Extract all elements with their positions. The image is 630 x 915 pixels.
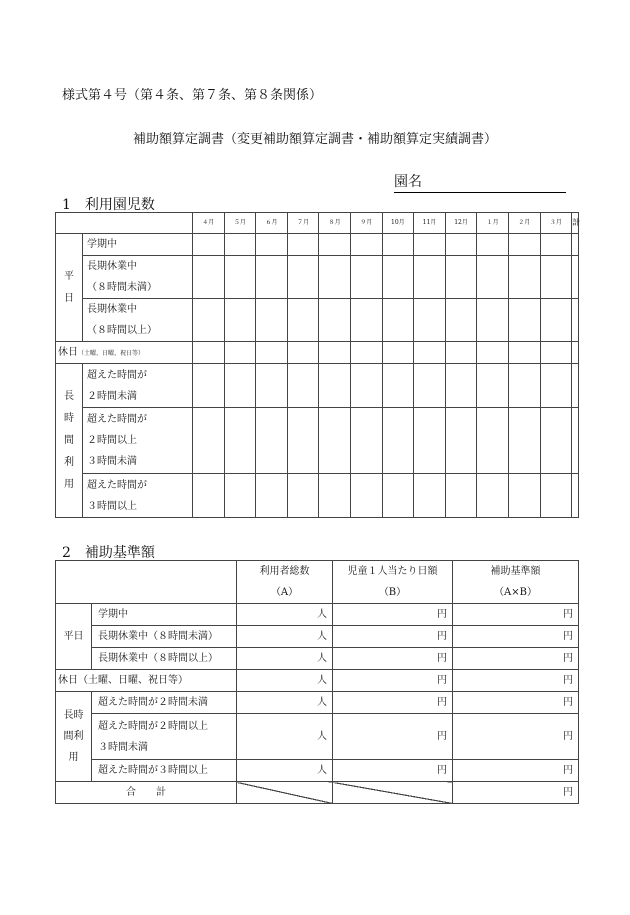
input-cell[interactable] xyxy=(414,256,446,299)
input-cell[interactable] xyxy=(572,364,579,408)
input-cell[interactable] xyxy=(477,474,509,518)
section2-title: 2 補助基準額 xyxy=(62,545,155,561)
input-cell[interactable] xyxy=(287,342,319,364)
input-cell[interactable] xyxy=(477,408,509,474)
input-cell[interactable] xyxy=(540,234,572,256)
input-cell[interactable] xyxy=(193,256,225,299)
input-cell[interactable] xyxy=(477,299,509,342)
input-cell[interactable] xyxy=(319,474,351,518)
persons-cell[interactable]: 人 xyxy=(237,604,333,626)
persons-cell[interactable]: 人 xyxy=(237,692,333,714)
yen-cell[interactable]: 円 xyxy=(453,670,579,692)
input-cell[interactable] xyxy=(508,342,540,364)
input-cell[interactable] xyxy=(540,299,572,342)
input-cell[interactable] xyxy=(445,234,477,256)
input-cell[interactable] xyxy=(256,474,288,518)
persons-cell[interactable]: 人 xyxy=(237,760,333,782)
input-cell[interactable] xyxy=(508,234,540,256)
input-cell[interactable] xyxy=(193,364,225,408)
yen-cell[interactable]: 円 xyxy=(333,626,453,648)
row-label-long-break-over8: 長期休業中（８時間以上） xyxy=(92,648,237,670)
month-header: 12月 xyxy=(445,213,477,234)
row-label-2to3h: 超えた時間が ２時間以上 ３時間未満 xyxy=(83,408,193,474)
row-label-term: 学期中 xyxy=(83,234,193,256)
enrollment-table xyxy=(55,212,579,518)
input-cell[interactable] xyxy=(414,408,446,474)
input-cell[interactable] xyxy=(508,256,540,299)
row-label-holiday: 休日（土曜、日曜、祝日等） xyxy=(56,670,237,692)
month-header: ６月 xyxy=(256,213,288,234)
total-row-label: 合 計 xyxy=(56,782,237,804)
month-header: ８月 xyxy=(319,213,351,234)
row-label-long-break-under8: 長期休業中 （８時間未満） xyxy=(83,256,193,299)
yen-cell[interactable]: 円 xyxy=(453,626,579,648)
persons-cell[interactable]: 人 xyxy=(237,626,333,648)
input-cell[interactable] xyxy=(477,256,509,299)
input-cell[interactable] xyxy=(319,342,351,364)
input-cell[interactable] xyxy=(224,234,256,256)
input-cell[interactable] xyxy=(382,342,414,364)
month-header: ７月 xyxy=(287,213,319,234)
document-title: 補助額算定調書（変更補助額算定調書・補助額算定実績調書） xyxy=(132,132,497,147)
input-cell[interactable] xyxy=(572,234,579,256)
month-header: ４月 xyxy=(193,213,225,234)
input-cell[interactable] xyxy=(414,299,446,342)
yen-cell[interactable]: 円 xyxy=(453,760,579,782)
input-cell[interactable] xyxy=(445,299,477,342)
subsidy-standard-table xyxy=(55,560,579,804)
input-cell[interactable] xyxy=(540,474,572,518)
kindergarten-name-field[interactable]: 園名 xyxy=(394,171,566,193)
input-cell[interactable] xyxy=(508,299,540,342)
month-header: 11月 xyxy=(414,213,446,234)
diagonal-blank-cell xyxy=(333,782,453,804)
input-cell[interactable] xyxy=(287,408,319,474)
input-cell[interactable] xyxy=(350,234,382,256)
input-cell[interactable] xyxy=(224,256,256,299)
input-cell[interactable] xyxy=(224,364,256,408)
holiday-label: 休日 xyxy=(58,346,78,358)
input-cell[interactable] xyxy=(319,364,351,408)
input-cell[interactable] xyxy=(572,256,579,299)
input-cell[interactable] xyxy=(193,408,225,474)
input-cell[interactable] xyxy=(350,299,382,342)
input-cell[interactable] xyxy=(508,474,540,518)
input-cell[interactable] xyxy=(256,234,288,256)
input-cell[interactable] xyxy=(193,234,225,256)
input-cell[interactable] xyxy=(540,256,572,299)
month-header: ３月 xyxy=(540,213,572,234)
input-cell[interactable] xyxy=(540,364,572,408)
input-cell[interactable] xyxy=(414,342,446,364)
input-cell[interactable] xyxy=(256,256,288,299)
yen-cell[interactable]: 円 xyxy=(333,670,453,692)
row-label-term: 学期中 xyxy=(92,604,237,626)
input-cell[interactable] xyxy=(414,234,446,256)
input-cell[interactable] xyxy=(193,474,225,518)
total-header: 計 xyxy=(572,213,579,234)
input-cell[interactable] xyxy=(224,342,256,364)
holiday-note: （土曜、日曜、祝日等） xyxy=(78,349,145,357)
long-hours-group-label: 長 時 間 利 用 xyxy=(56,364,83,518)
input-cell[interactable] xyxy=(382,364,414,408)
input-cell[interactable] xyxy=(319,299,351,342)
month-header: 10月 xyxy=(382,213,414,234)
weekday-group-label: 平 日 xyxy=(56,234,83,342)
diagonal-blank-cell xyxy=(237,782,333,804)
input-cell[interactable] xyxy=(477,234,509,256)
input-cell[interactable] xyxy=(193,342,225,364)
input-cell[interactable] xyxy=(287,299,319,342)
row-label-2to3h: 超えた時間が２時間以上 ３時間未満 xyxy=(92,714,237,760)
section1-title: 1 利用園児数 xyxy=(62,197,155,213)
input-cell[interactable] xyxy=(287,234,319,256)
input-cell[interactable] xyxy=(224,408,256,474)
input-cell[interactable] xyxy=(445,364,477,408)
input-cell[interactable] xyxy=(414,474,446,518)
input-cell[interactable] xyxy=(445,408,477,474)
input-cell[interactable] xyxy=(572,408,579,474)
input-cell[interactable] xyxy=(508,364,540,408)
input-cell[interactable] xyxy=(445,256,477,299)
yen-cell[interactable]: 円 xyxy=(333,760,453,782)
month-header: １月 xyxy=(477,213,509,234)
input-cell[interactable] xyxy=(287,256,319,299)
row-label-long-break-under8: 長期休業中（８時間未満） xyxy=(92,626,237,648)
input-cell[interactable] xyxy=(224,474,256,518)
input-cell[interactable] xyxy=(382,474,414,518)
persons-cell[interactable]: 人 xyxy=(237,670,333,692)
yen-cell[interactable]: 円 xyxy=(453,648,579,670)
input-cell[interactable] xyxy=(350,256,382,299)
row-label-holiday xyxy=(56,342,193,364)
yen-cell[interactable]: 円 xyxy=(333,648,453,670)
input-cell[interactable] xyxy=(508,408,540,474)
month-header: ５月 xyxy=(224,213,256,234)
input-cell[interactable] xyxy=(414,364,446,408)
input-cell[interactable] xyxy=(572,299,579,342)
persons-cell[interactable]: 人 xyxy=(237,714,333,760)
input-cell[interactable] xyxy=(382,299,414,342)
yen-cell[interactable]: 円 xyxy=(453,714,579,760)
input-cell[interactable] xyxy=(256,342,288,364)
input-cell[interactable] xyxy=(193,299,225,342)
total-yen-cell[interactable]: 円 xyxy=(453,782,579,804)
input-cell[interactable] xyxy=(319,256,351,299)
row-label-over3h: 超えた時間が ３時間以上 xyxy=(83,474,193,518)
header-subsidy-standard: 補助基準額 （A×B） xyxy=(453,561,579,604)
month-header: ９月 xyxy=(350,213,382,234)
yen-cell[interactable]: 円 xyxy=(333,604,453,626)
input-cell[interactable] xyxy=(572,342,579,364)
input-cell[interactable] xyxy=(287,364,319,408)
input-cell[interactable] xyxy=(540,408,572,474)
corner-cell xyxy=(56,561,237,604)
persons-cell[interactable]: 人 xyxy=(237,648,333,670)
row-label-over-under2h: 超えた時間が ２時間未満 xyxy=(83,364,193,408)
input-cell[interactable] xyxy=(256,364,288,408)
row-label-over3h: 超えた時間が３時間以上 xyxy=(92,760,237,782)
row-label-over-under2h: 超えた時間が２時間未満 xyxy=(92,692,237,714)
input-cell[interactable] xyxy=(540,342,572,364)
yen-cell[interactable]: 円 xyxy=(333,692,453,714)
month-header: ２月 xyxy=(508,213,540,234)
input-cell[interactable] xyxy=(319,408,351,474)
input-cell[interactable] xyxy=(287,474,319,518)
input-cell[interactable] xyxy=(382,256,414,299)
input-cell[interactable] xyxy=(382,234,414,256)
weekday-group-label: 平日 xyxy=(56,604,92,670)
input-cell[interactable] xyxy=(319,234,351,256)
corner-cell xyxy=(56,213,193,234)
header-total-users: 利用者総数 （A） xyxy=(237,561,333,604)
input-cell[interactable] xyxy=(382,408,414,474)
input-cell[interactable] xyxy=(572,474,579,518)
input-cell[interactable] xyxy=(445,474,477,518)
input-cell[interactable] xyxy=(350,342,382,364)
row-label-long-break-over8: 長期休業中 （８時間以上） xyxy=(83,299,193,342)
input-cell[interactable] xyxy=(477,364,509,408)
header-daily-amount: 児童１人当たり日額 （B） xyxy=(333,561,453,604)
yen-cell[interactable]: 円 xyxy=(453,692,579,714)
input-cell[interactable] xyxy=(445,342,477,364)
long-hours-group-label: 長時 間利 用 xyxy=(56,692,92,782)
input-cell[interactable] xyxy=(350,408,382,474)
yen-cell[interactable]: 円 xyxy=(333,714,453,760)
input-cell[interactable] xyxy=(256,408,288,474)
input-cell[interactable] xyxy=(350,364,382,408)
yen-cell[interactable]: 円 xyxy=(453,604,579,626)
input-cell[interactable] xyxy=(256,299,288,342)
input-cell[interactable] xyxy=(350,474,382,518)
form-number: 様式第４号（第４条、第７条、第８条関係） xyxy=(62,88,323,103)
input-cell[interactable] xyxy=(477,342,509,364)
input-cell[interactable] xyxy=(224,299,256,342)
